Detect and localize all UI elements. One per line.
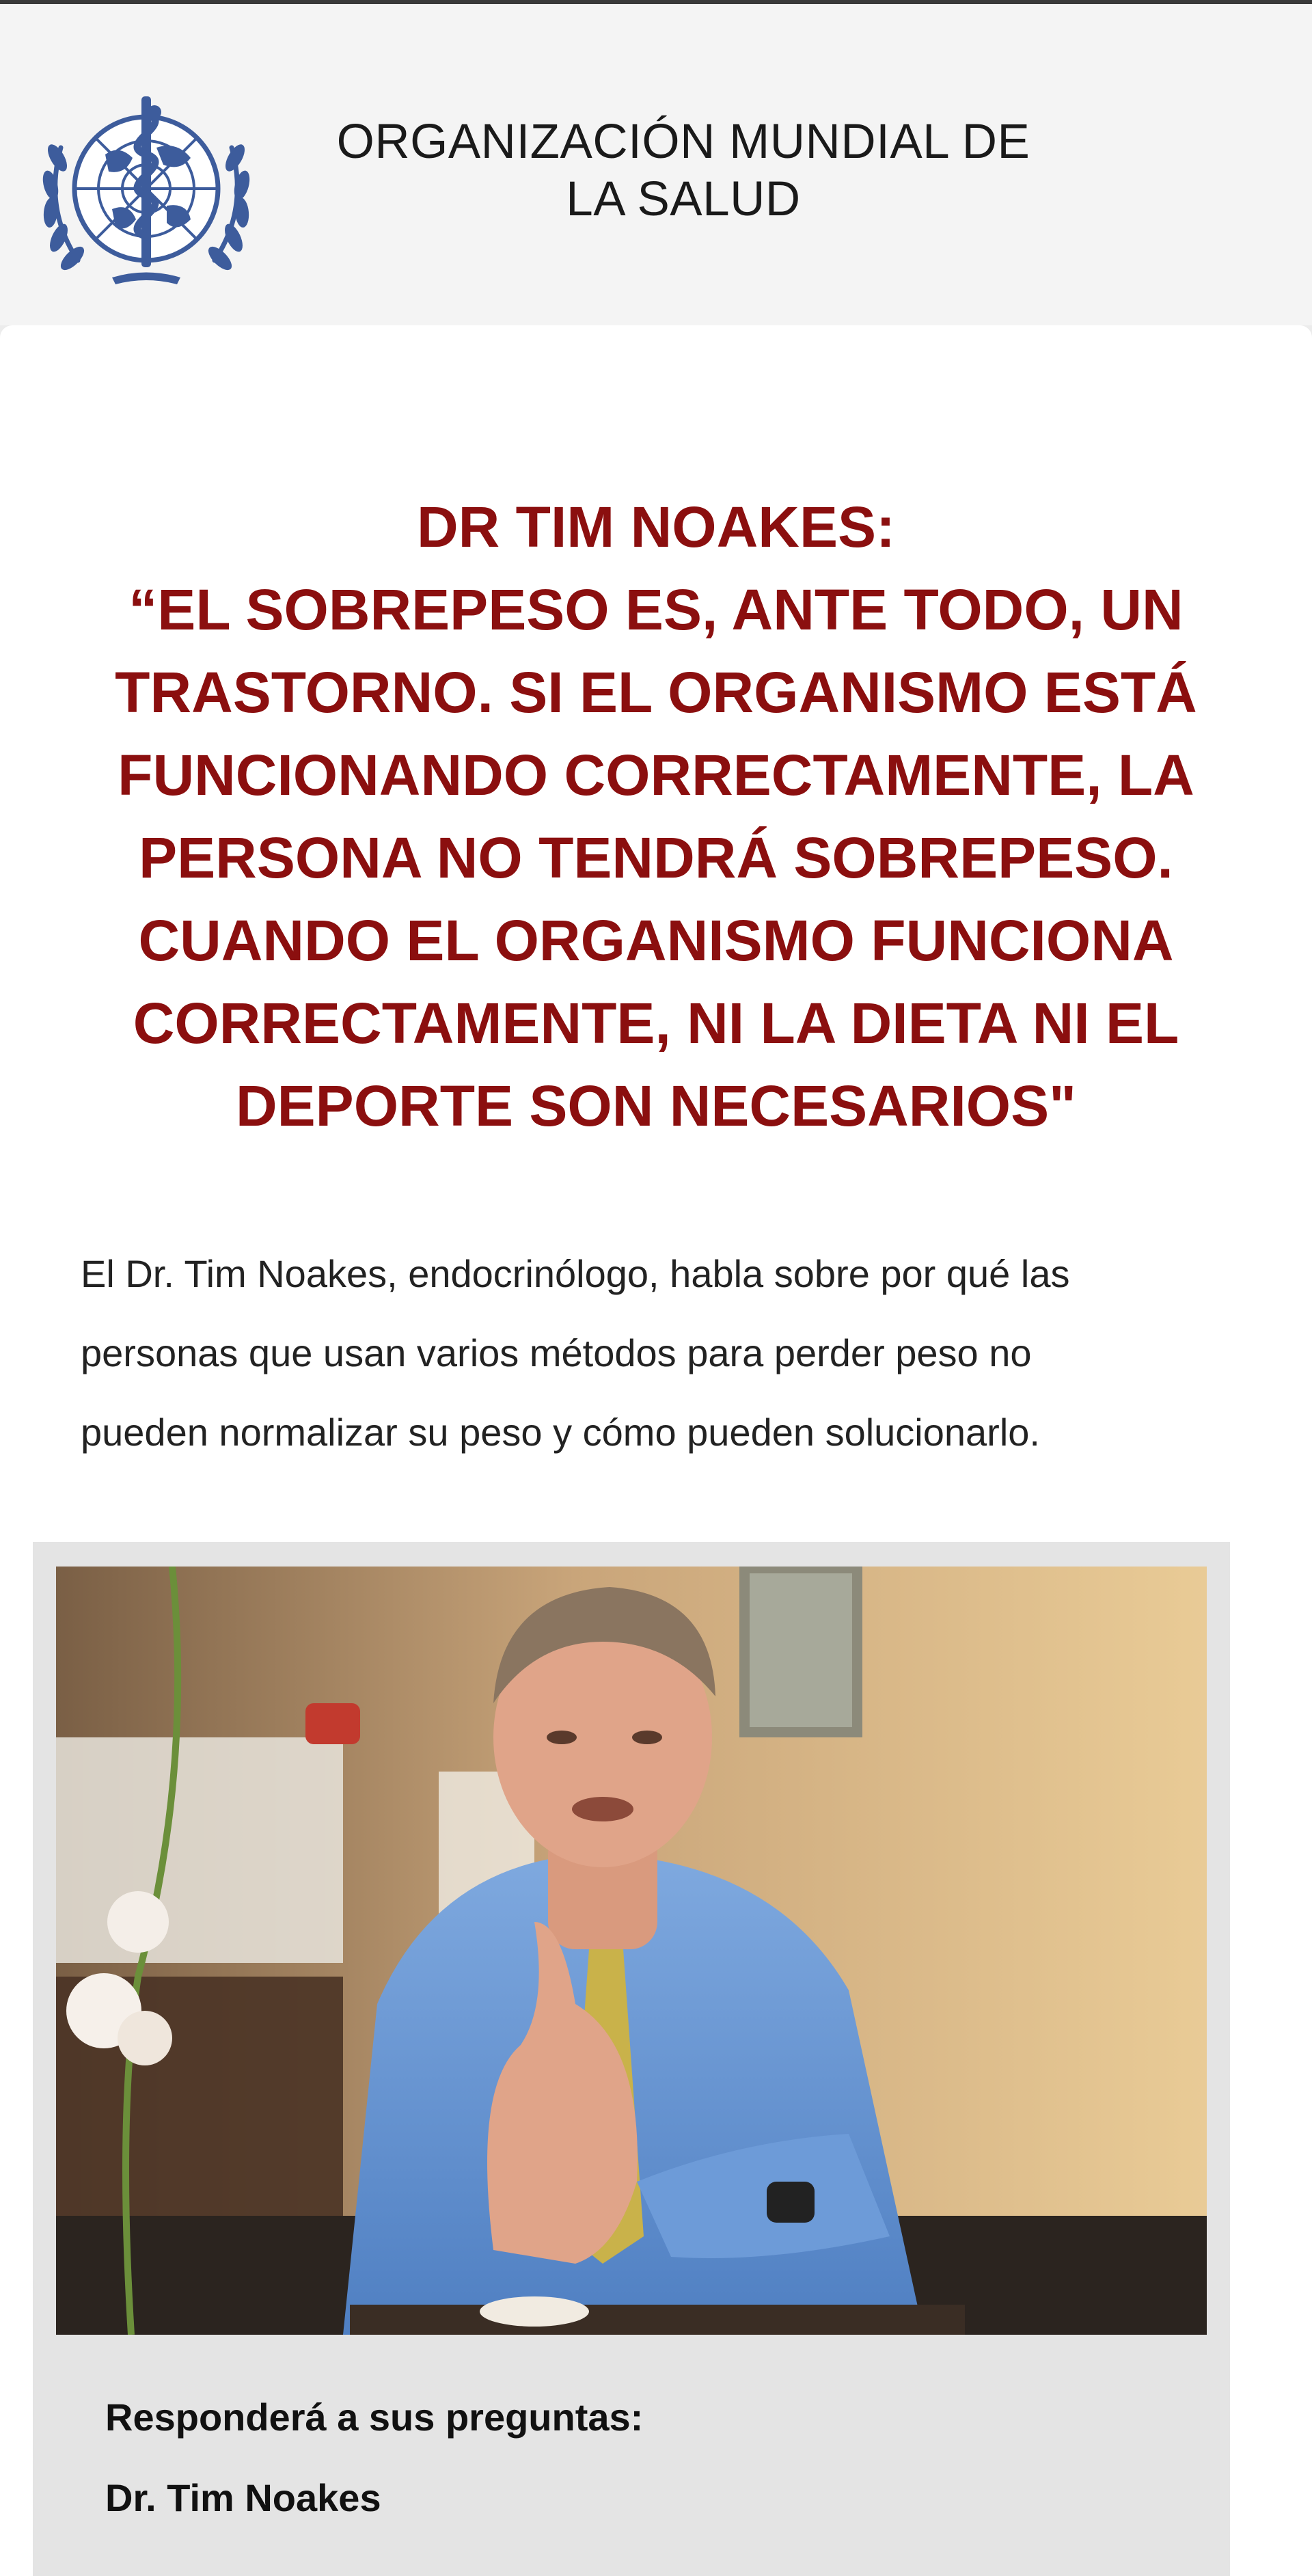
site-header xyxy=(0,4,1312,325)
organization-name-line2: LA SALUD xyxy=(566,172,801,226)
article-card xyxy=(0,325,1312,2576)
caption-doctor-name: Dr. Tim Noakes xyxy=(105,2476,381,2519)
headline-line: CUANDO EL ORGANISMO FUNCIONA xyxy=(138,908,1174,973)
intro-line: pueden normalizar su peso y cómo pueden solucionarlo. xyxy=(81,1411,1040,1454)
headline-line: FUNCIONANDO CORRECTAMENTE, LA xyxy=(118,743,1194,807)
article-intro xyxy=(81,1234,1256,1472)
intro-line: personas que usan varios métodos para perder peso no xyxy=(81,1331,1032,1374)
headline-line: PERSONA NO TENDRÁ SOBREPESO. xyxy=(139,826,1173,890)
doctor-photo xyxy=(56,1567,1207,2335)
headline-line: CORRECTAMENTE, NI LA DIETA NI EL xyxy=(133,991,1179,1055)
organization-name xyxy=(321,113,1046,228)
headline-line: TRASTORNO. SI EL ORGANISMO ESTÁ xyxy=(115,660,1197,724)
headline-line: DR TIM NOAKES: xyxy=(417,495,895,559)
expert-box xyxy=(33,1542,1230,2576)
headline-line: “EL SOBREPESO ES, ANTE TODO, UN xyxy=(128,578,1184,642)
article-headline xyxy=(68,486,1244,1148)
headline-line: DEPORTE SON NECESARIOS" xyxy=(235,1074,1077,1138)
caption-answer-questions: Responderá a sus preguntas: xyxy=(105,2396,644,2439)
organization-name-line1: ORGANIZACIÓN MUNDIAL DE xyxy=(336,115,1030,169)
intro-line: El Dr. Tim Noakes, endocrinólogo, habla sobre por qué las xyxy=(81,1252,1070,1295)
who-emblem-icon[interactable] xyxy=(30,72,262,298)
